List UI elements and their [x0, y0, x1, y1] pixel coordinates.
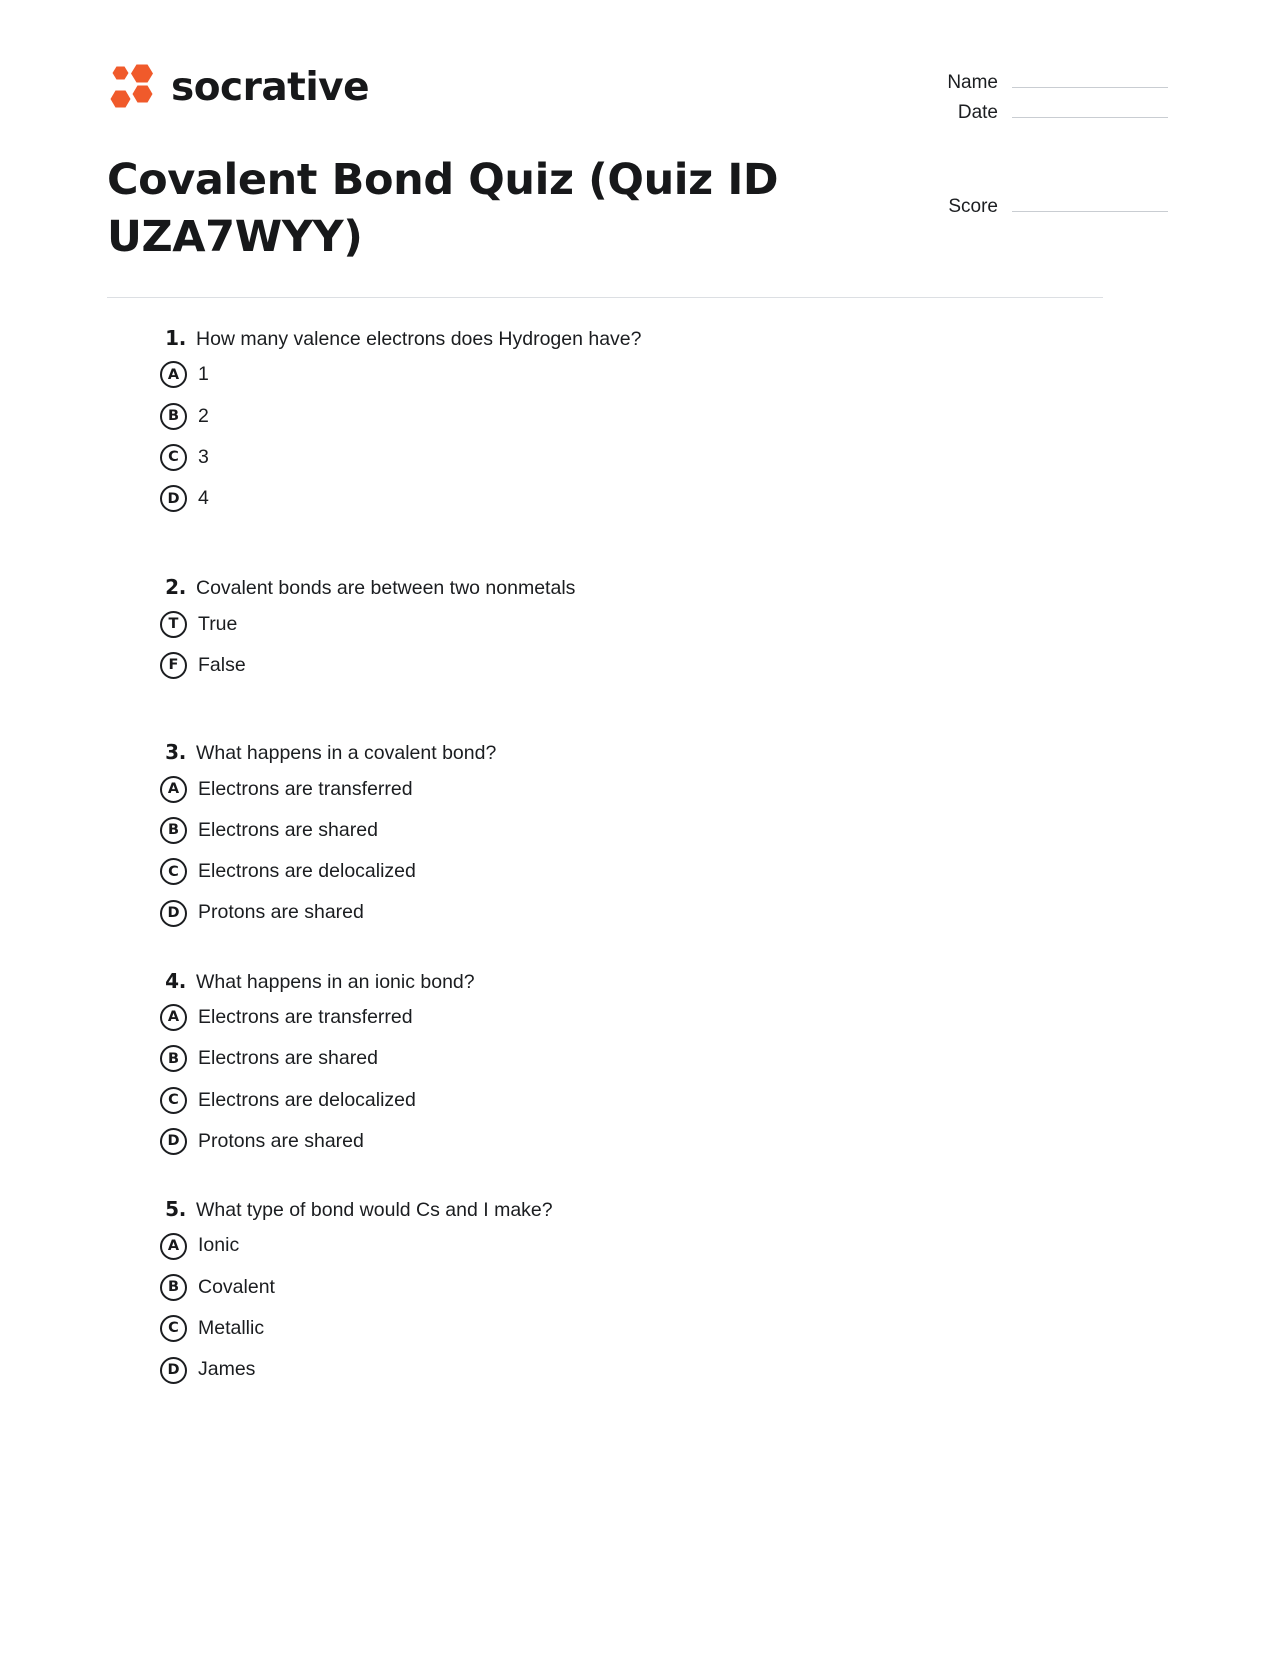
meta-spacer	[933, 132, 1168, 196]
question-header	[107, 1196, 1103, 1224]
option-bubble-icon[interactable]: B	[160, 817, 187, 844]
option-bubble-icon[interactable]: A	[160, 776, 187, 803]
answer-option[interactable]	[107, 776, 1103, 803]
question-number: 2.	[165, 575, 186, 600]
option-label: 2	[198, 404, 209, 427]
option-label: False	[198, 654, 246, 677]
question-block	[107, 574, 1103, 679]
date-field-row	[933, 102, 1168, 124]
answer-option[interactable]	[107, 361, 1103, 388]
brand-name: socrative	[171, 64, 370, 110]
answer-option[interactable]	[107, 1232, 1103, 1259]
answer-option[interactable]	[107, 899, 1103, 926]
option-bubble-icon[interactable]: B	[160, 1274, 187, 1301]
answer-option[interactable]	[107, 1087, 1103, 1114]
question-text: What type of bond would Cs and I make?	[196, 1199, 553, 1222]
answer-option[interactable]	[107, 858, 1103, 885]
page-title-block	[107, 152, 807, 266]
option-label: Metallic	[198, 1317, 265, 1340]
answer-options	[107, 361, 1103, 512]
questions-list	[107, 325, 1103, 1424]
option-label: Protons are shared	[198, 1129, 364, 1152]
option-bubble-icon[interactable]: D	[160, 1128, 187, 1155]
student-info-fields	[933, 56, 1168, 226]
answer-option[interactable]	[107, 1356, 1103, 1383]
answer-options	[107, 776, 1103, 927]
score-field-row	[933, 196, 1168, 218]
question-text: What happens in a covalent bond?	[196, 742, 497, 765]
date-label: Date	[957, 102, 998, 123]
name-label: Name	[947, 72, 998, 93]
answer-option[interactable]	[107, 817, 1103, 844]
page-title: Covalent Bond Quiz (Quiz ID UZA7WYY)	[107, 155, 779, 262]
answer-options	[107, 611, 1103, 680]
answer-option[interactable]	[107, 485, 1103, 512]
option-bubble-icon[interactable]: B	[160, 1045, 187, 1072]
option-bubble-icon[interactable]: C	[160, 858, 187, 885]
option-label: Electrons are shared	[198, 1047, 378, 1070]
answer-options	[107, 1232, 1103, 1383]
question-block	[107, 739, 1103, 926]
question-block	[107, 1196, 1103, 1383]
question-header	[107, 968, 1103, 996]
option-label: Electrons are shared	[198, 818, 378, 841]
option-label: Electrons are delocalized	[198, 860, 416, 883]
option-bubble-icon[interactable]: B	[160, 403, 187, 430]
option-bubble-icon[interactable]: D	[160, 1357, 187, 1384]
question-text: Covalent bonds are between two nonmetals	[196, 577, 576, 600]
answer-option[interactable]	[107, 1274, 1103, 1301]
question-header	[107, 739, 1103, 767]
question-text: What happens in an ionic bond?	[196, 970, 475, 993]
question-number: 3.	[165, 740, 186, 765]
answer-option[interactable]	[107, 611, 1103, 638]
option-label: 3	[198, 445, 209, 468]
option-label: 1	[198, 363, 209, 386]
socrative-brand	[107, 56, 369, 110]
answer-option[interactable]	[107, 403, 1103, 430]
date-input-line[interactable]	[1012, 117, 1168, 118]
answer-option[interactable]	[107, 444, 1103, 471]
option-label: Covalent	[198, 1275, 275, 1298]
option-bubble-icon[interactable]: C	[160, 444, 187, 471]
answer-options	[107, 1004, 1103, 1155]
option-bubble-icon[interactable]: A	[160, 1004, 187, 1031]
option-bubble-icon[interactable]: C	[160, 1315, 187, 1342]
answer-option[interactable]	[107, 1315, 1103, 1342]
question-header	[107, 325, 1103, 353]
answer-option[interactable]	[107, 1045, 1103, 1072]
option-label: Electrons are transferred	[198, 777, 413, 800]
answer-option[interactable]	[107, 1128, 1103, 1155]
question-block	[107, 325, 1103, 512]
answer-option[interactable]	[107, 652, 1103, 679]
option-bubble-icon[interactable]: C	[160, 1087, 187, 1114]
question-number: 5.	[165, 1197, 186, 1222]
option-bubble-icon[interactable]: D	[160, 900, 187, 927]
option-label: Ionic	[198, 1234, 240, 1257]
option-bubble-icon[interactable]: F	[160, 652, 187, 679]
score-label: Score	[948, 196, 998, 217]
question-text: How many valence electrons does Hydrogen have?	[196, 328, 642, 350]
option-label: True	[198, 612, 238, 635]
option-bubble-icon[interactable]: A	[160, 1233, 187, 1260]
question-number: 4.	[165, 968, 186, 993]
option-bubble-icon[interactable]: A	[160, 361, 187, 388]
header-divider	[107, 297, 1103, 298]
name-field-row	[933, 72, 1168, 94]
option-bubble-icon[interactable]: D	[160, 485, 187, 512]
score-input-line[interactable]	[1012, 211, 1168, 212]
question-block	[107, 968, 1103, 1155]
option-label: Electrons are delocalized	[198, 1088, 416, 1111]
option-label: Protons are shared	[198, 901, 364, 924]
answer-option[interactable]	[107, 1004, 1103, 1031]
option-label: Electrons are transferred	[198, 1006, 413, 1029]
socrative-hexagons-logo-icon	[107, 64, 155, 110]
option-label: James	[198, 1358, 256, 1381]
option-bubble-icon[interactable]: T	[160, 611, 187, 638]
option-label: 4	[198, 487, 209, 510]
name-input-line[interactable]	[1012, 87, 1168, 88]
question-header	[107, 574, 1103, 602]
question-number: 1.	[165, 326, 186, 350]
